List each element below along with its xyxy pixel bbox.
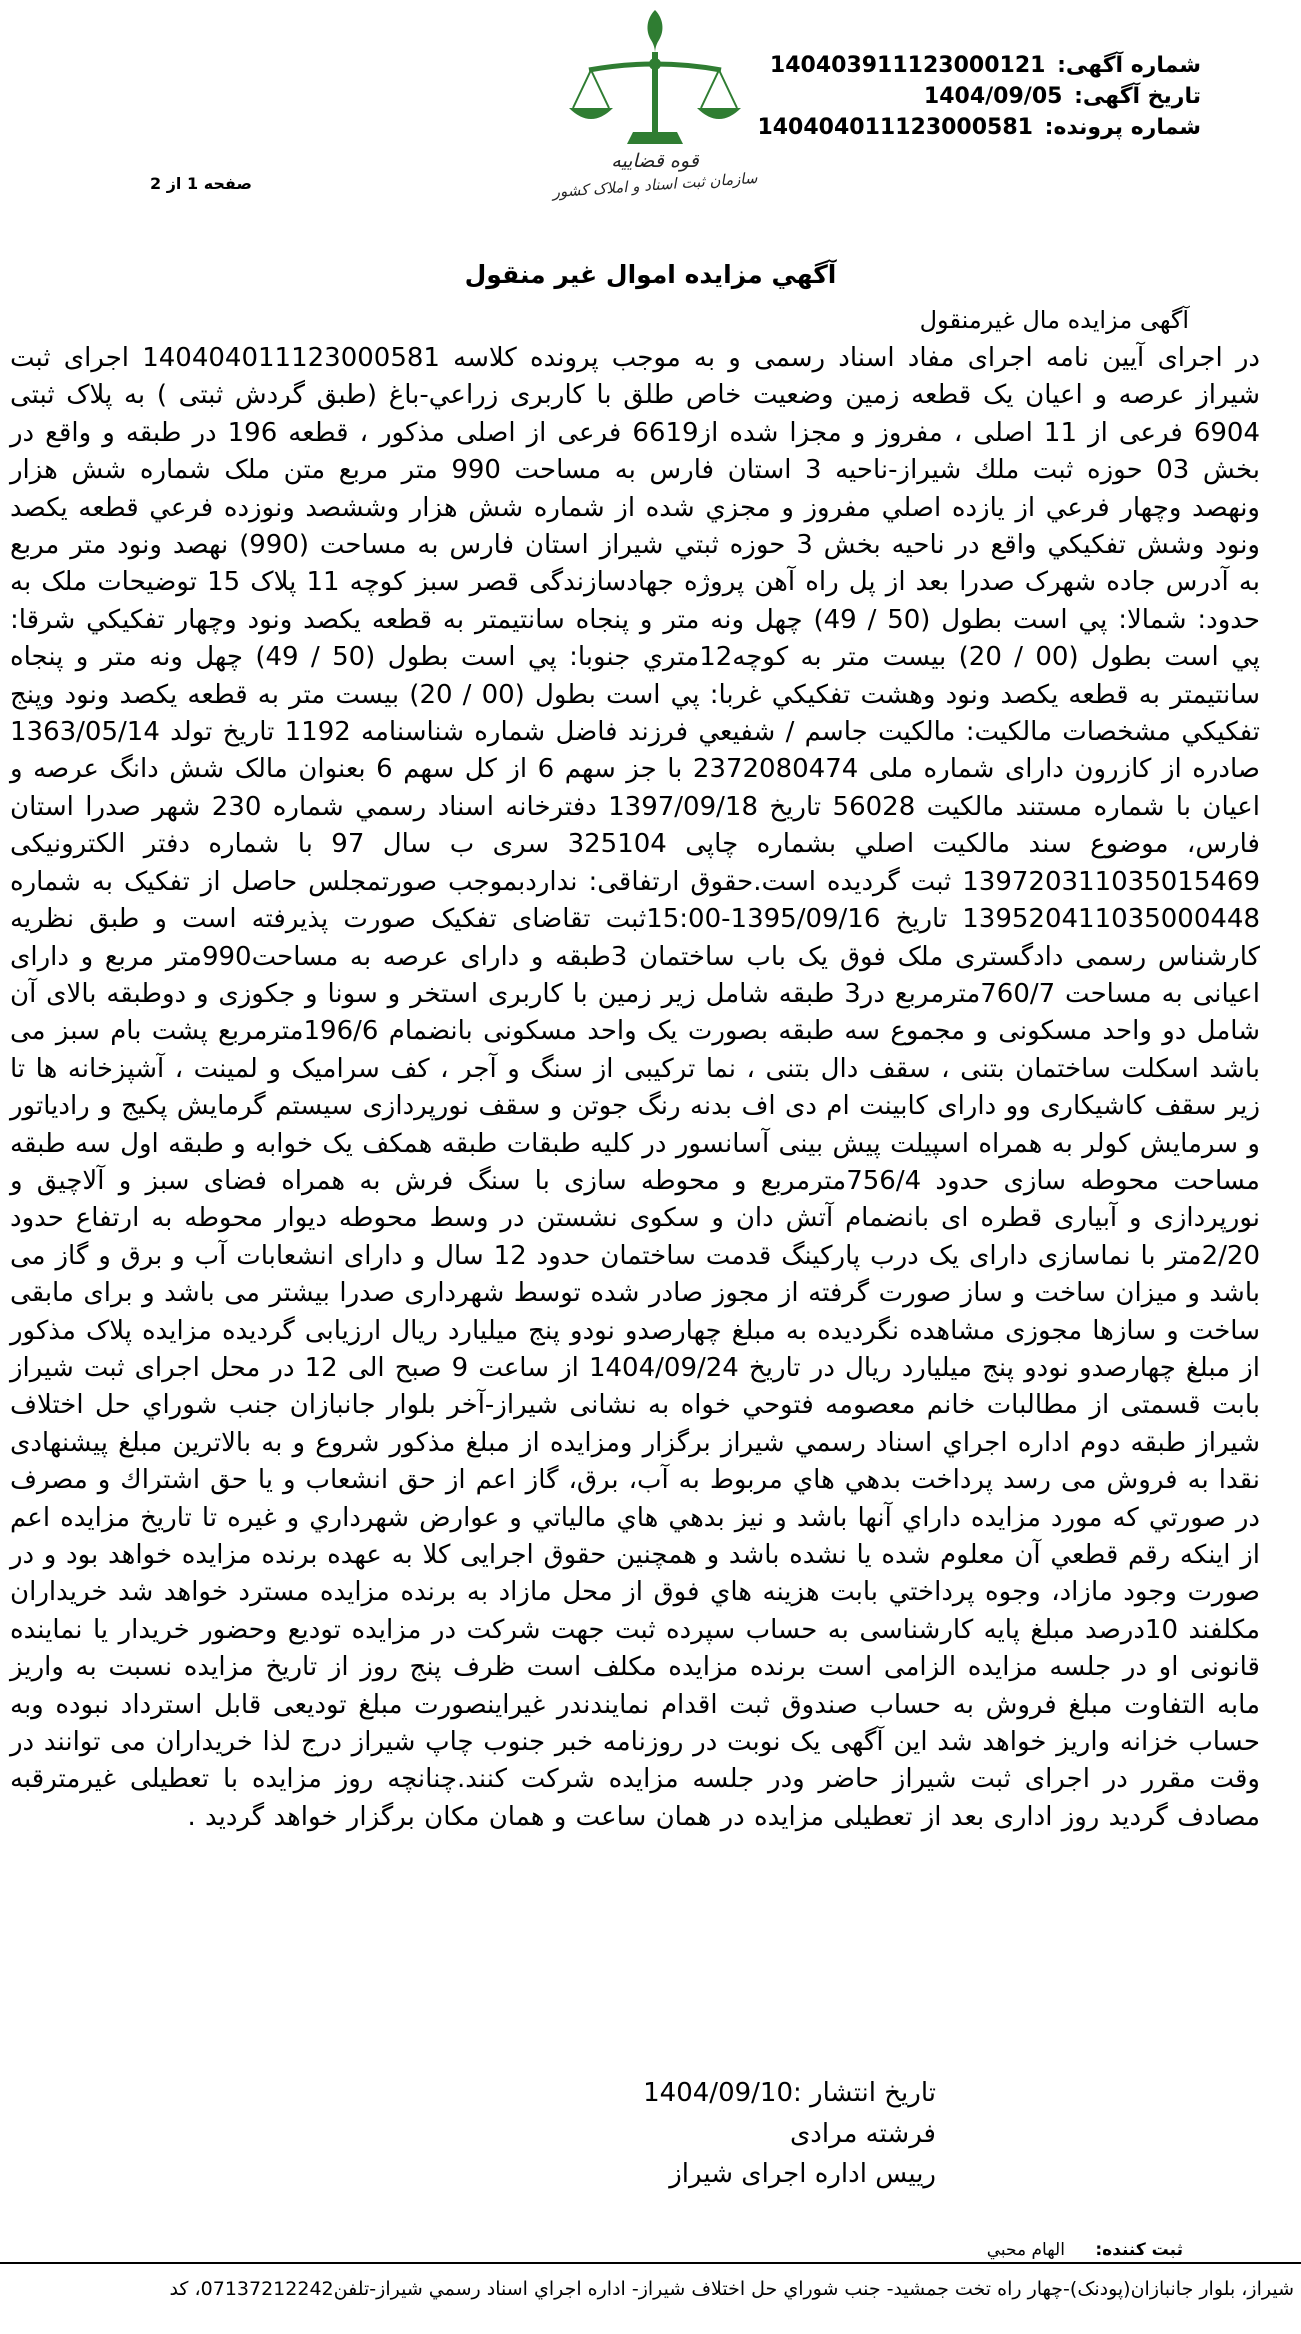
notice-date: 1404/09/05 <box>923 84 1063 109</box>
footer-divider <box>0 2262 1301 2264</box>
emblem-caption <box>550 150 760 202</box>
registrar-name: الهام محبي <box>986 2240 1065 2260</box>
signer-title: رییس اداره اجرای شیراز <box>669 2159 936 2189</box>
page-count: صفحه 1 از 2 <box>150 174 252 193</box>
signer-name: فرشته مرادی <box>789 2119 936 2149</box>
case-number-label: شماره پرونده: <box>1044 115 1201 140</box>
registrar <box>987 2240 1183 2260</box>
publish-date-label: تاریخ انتشار : <box>793 2078 936 2108</box>
notice-meta <box>757 50 1201 143</box>
publish-date: 1404/09/10 <box>643 2078 793 2108</box>
notice-number-row <box>769 50 1201 81</box>
page-title: آگهي مزايده اموال غير منقول <box>464 260 837 289</box>
publish-date-line <box>643 2075 936 2112</box>
notice-date-row <box>781 81 1201 112</box>
notice-number-label: شماره آگهی: <box>1057 53 1201 78</box>
notice-body-paragraph: در اجرای آیین نامه اجرای مفاد اسناد رسمی و به موجب پرونده کلاسه 140404011123000581 اجرای ثبت شیراز عرصه و اعیان یک قطعه زمین وضعیت خاص طلق با کاربری زراعي-باغ (طبق گردش ثبتی ) به پلاک ثبتی 6904 فرعی از 11 اصلی ، مفروز و مجزا شده از6619 فرعی از اصلی مذکور ، قطعه 196 در طبقه و واقع در بخش 03 حوزه ثبت ملك شيراز-ناحيه 3 استان فارس به مساحت 990 متر مربع متن ملک شماره شش هزار ونهصد وچهار فرعي از يازده اصلي مفروز و مجزي شده از شماره شش هزار وششصد ونوزده فرعي قطعه يکصد ونود وشش تفکيکي واقع در ناحيه بخش 3 حوزه ثبتي شيراز استان فارس به مساحت (990) نهصد ونود متر مربع به آدرس جاده شهرک صدرا بعد از پل راه آهن پروژه جهادسازندگی قصر سبز کوچه 11 پلاک 15 توضیحات ملک به حدود: شمالا: پي است بطول (50 / 49) چهل ونه متر و پنجاه سانتيمتر به قطعه يکصد ونود وچهار تفکيکي شرقا: پي است بطول (00 / 20) بيست متر به کوچه12متري جنوبا: پي است بطول (50 / 49) چهل ونه متر و پنجاه سانتيمتر به قطعه يکصد ونود وهشت تفکيکي غربا: پي است بطول (00 / 20) بيست متر به قطعه يکصد ونود وپنج تفکيکي مشخصات مالکیت: مالکیت جاسم / شفیعي فرزند فاضل شماره شناسنامه 1192 تاریخ تولد 1363/05/14 صادره از کازرون دارای شماره ملی 2372080474 با جز سهم 6 از کل سهم 6 بعنوان مالک شش دانگ عرصه و اعیان با شماره مستند مالکیت 56028 تاریخ 1397/09/18 دفترخانه اسناد رسمي شماره 230 شهر صدرا استان فارس، موضوع سند مالکیت اصلي بشماره چاپی 325104 سری ب سال 97 با شماره دفتر الکترونیکی 139720311035015469 ثبت گردیده است.حقوق ارتفاقی: نداردبموجب صورتمجلس حاصل از تفکیک به شماره 13952041103500044​8 تاریخ 1395/09/16-15:00ثبت تقاضای تفکیک صورت پذیرفته است و طبق نظریه کارشناس رسمی دادگستری ملک فوق یک باب ساختمان 3طبقه و دارای عرصه به مساحت990متر مربع و دارای اعیانی به مساحت 760/7مترمربع در3 طبقه شامل زیر زمین با کاربری استخر و سونا و جکوزی و دوطبقه بالای آن شامل دو واحد مسکونی و مجموع سه طبقه بصورت یک واحد مسکونی بانضمام 196/6مترمربع پشت بام سبز می باشد اسکلت ساختمان بتنی ، سقف دال بتنی ، نما ترکیبی از سنگ و آجر ، کف سرامیک و لمینت ، آشپزخانه ها تا زیر سقف کاشیکاری وو دارای کابینت ام دی اف بدنه رنگ جوتن و سقف نورپردازی سیستم گرمایش پکیج و رادیاتور و سرمایش کولر به همراه اسپیلت پیش بینی آسانسور در کلیه طبقات طبقه همکف یک خوابه و طبقه اول سه طبقه مساحت محوطه سازی حدود 756/4مترمربع و محوطه سازی با سنگ فرش به همراه فضای سبز و آلاچیق و نورپردازی و آبیاری قطره ای بانضمام آتش دان و سکوی نشستن در وسط محوطه دیوار محوطه به ارتفاع حدود 2/20متر با نماسازی دارای یک درب پارکینگ قدمت ساختمان حدود 12 سال و دارای انشعابات آب و برق و گاز می باشد و میزان ساخت و ساز صورت گرفته از مجوز صادر شده توسط شهرداری صدرا بیشتر می باشد و برای مابقی ساخت و سازها مجوزی مشاهده نگردیده به مبلغ چهارصدو نودو پنج میلیارد ریال ارزیابی گردیده مزایده پلاک مذکور از مبلغ چهارصدو نودو پنج میلیارد ریال در تاریخ 1404/09/24 از ساعت 9 صبح الی 12 در محل اجرای ثبت شیراز بابت قسمتی از مطالبات خانم معصومه فتوحي خواه به نشانی شيراز-آخر بلوار جانبازان جنب شوراي حل اختلاف شيراز طبقه دوم اداره اجراي اسناد رسمي شيراز برگزار ومزایده از مبلغ مذکور شروع و به بالاترین مبلغ پیشنهادی نقدا به فروش می رسد پرداخت بدهي هاي مربوط به آب، برق، گاز اعم از حق انشعاب و یا حق اشتراك و مصرف در صورتي كه مورد مزايده داراي آنها باشد و نيز بدهي هاي مالياتي و عوارض شهرداري و غيره تا تاريخ مزايده اعم از اينكه رقم قطعي آن معلوم شده يا نشده باشد و همچنين حقوق اجرايی کلا به عهده برنده مزايده خواهد بود و در صورت وجود مازاد، وجوه پرداختي بابت هزينه هاي فوق از محل مازاد به برنده مزايده مسترد خواهد شد خريداران مكلفند 10درصد مبلغ پايه كارشناسی به حساب سپرده ثبت جهت شركت در مزايده توديع وحضور خريدار يا نماينده قانونی او در جلسه مزايده الزامی است برنده مزايده مكلف است ظرف پنج روز از تاريخ مزايده نسبت به واريز مابه التفاوت مبلغ فروش به حساب صندوق ثبت اقدام نمايندندر غيراينصورت مبلغ توديعی قابل استرداد نبوده وبه حساب خزانه واريز خواهد شد اين آگهی يک نوبت در روزنامه خبر جنوب چاپ شیراز درج لذا خريداران می توانند در وقت مقرر در اجرای ثبت شیراز حاضر ودر جلسه مزايده شركت كنند.چنانچه روز مزايده با تعطيلی غيرمترقبه مصادف گرديد روز اداری بعد از تعطيلی مزايده در همان ساعت و همان مكان برگزار خواهد گرديد . <box>10 343 1261 1832</box>
emblem-caption-organization: سازمان ثبت اسناد و املاک کشور <box>552 168 758 202</box>
notice-number: 140403911123000121 <box>769 53 1046 78</box>
notice-body <box>10 340 1260 1836</box>
notice-date-label: تاریخ آگهی: <box>1074 84 1201 109</box>
footer-address: شیراز، بلوار جانبازان(پودنک)-چهار راه تخت جمشید- جنب شوراي حل اختلاف شیراز- اداره اجراي اسناد رسمي شيراز-تلفن07137212242، کد <box>169 2278 1294 2300</box>
emblem-caption-judiciary: قوه قضاییه <box>611 150 699 172</box>
registrar-label: ثبت کننده: <box>1095 2240 1183 2260</box>
document-heading: آگهی مزایده مال غیرمنقول <box>919 306 1189 334</box>
case-number: 140404011123000581 <box>757 115 1033 140</box>
case-number-row <box>757 112 1201 143</box>
